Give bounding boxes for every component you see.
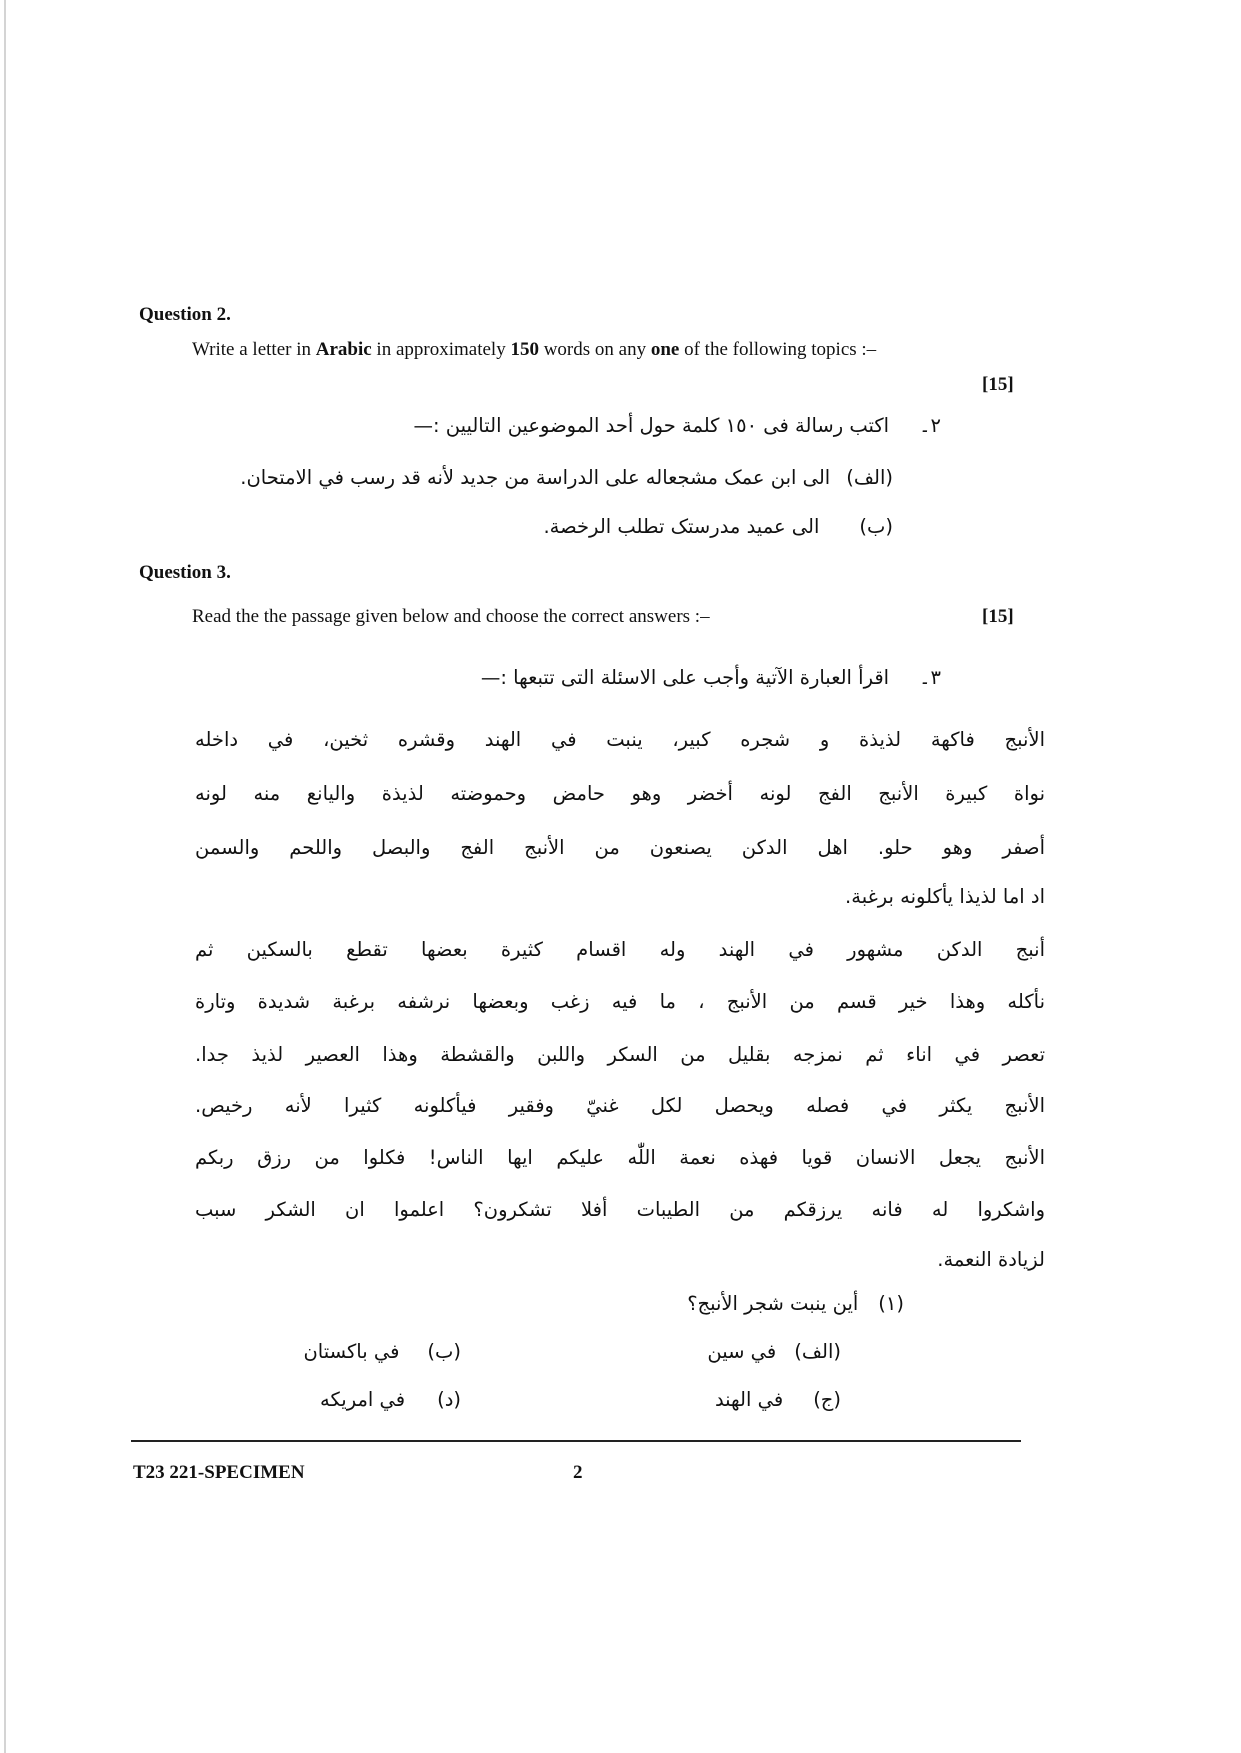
passage-line: الأنبج فاکهة لذيذة و شجره کبير، ينبت في الهند وقشره ثخين، في داخله bbox=[195, 728, 1045, 751]
page-number: 2 bbox=[573, 1462, 583, 1483]
passage-line: الأنبج يکثر في فصله ويحصل لکل غنيّ وفقير فيأکلونه کثيرا لأنه رخيص. bbox=[195, 1094, 1045, 1117]
passage-line: نأکله وهذا خير قسم من الأنبج ، ما فيه زغب وبعضها نرشفه برغبة شديدة وتارة bbox=[195, 990, 1045, 1013]
footer-rule bbox=[131, 1440, 1021, 1442]
question-2-option-b bbox=[543, 515, 893, 538]
option-label: (الف) bbox=[846, 466, 893, 489]
choice-text: في الهند bbox=[714, 1388, 784, 1411]
question-3-arabic-number: ٣۔ bbox=[919, 666, 941, 689]
passage-line: واشکروا له فانه يرزقکم من الطيبات أفلا تشکرون؟ اعلموا ان الشکر سبب bbox=[195, 1198, 1045, 1221]
choice-d bbox=[320, 1388, 461, 1411]
question-2-instruction: Write a letter in Arabic in approximately 150 words on any one of the following topics :– bbox=[192, 339, 877, 360]
question-3-heading: Question 3. bbox=[139, 562, 231, 583]
sub-question-number: (١) bbox=[878, 1292, 904, 1315]
choice-label: (الف) bbox=[794, 1340, 841, 1363]
footer-code: T23 221-SPECIMEN bbox=[133, 1462, 305, 1483]
question-2-arabic-instruction: ٢۔اکتب رسالة فی ١٥٠ کلمة حول أحد الموضوعين التاليين :— bbox=[413, 414, 941, 437]
passage-line: أصفر وهو حلو. اهل الدکن يصنعون من الأنبج الفج والبصل واللحم والسمن bbox=[195, 836, 1045, 859]
question-3-arabic-instruction: ٣۔اقرأ العبارة الآتية وأجب على الاسئلة التى تتبعها :— bbox=[480, 666, 941, 689]
passage-line: الأنبج يجعل الانسان قويا فهذه نعمة اللّٰه عليکم ايها الناس! فکلوا من رزق ربکم bbox=[195, 1146, 1045, 1169]
choice-a bbox=[707, 1340, 841, 1363]
question-3-instruction: Read the the passage given below and choose the correct answers :– bbox=[192, 606, 710, 627]
choice-text: في باکستان bbox=[303, 1340, 400, 1363]
passage-line: لزيادة النعمة. bbox=[937, 1248, 1045, 1271]
option-text: الى ابن عمک مشجعاله على الدراسة من جديد لأنه قد رسب في الامتحان. bbox=[240, 466, 831, 489]
option-text: الى عميد مدرستک تطلب الرخصة. bbox=[543, 515, 820, 538]
sub-question-text: أين ينبت شجر الأنبج؟ bbox=[687, 1292, 859, 1315]
question-2-marks: [15] bbox=[982, 374, 1014, 395]
question-2-arabic-number: ٢۔ bbox=[919, 414, 941, 437]
passage-line: نواة کبيرة الأنبج الفج لونه أخضر وهو حامض وحموضته لذيذة واليانع منه لونه bbox=[195, 782, 1045, 805]
choice-label: (ج) bbox=[813, 1388, 841, 1411]
scan-edge bbox=[4, 0, 6, 1753]
choice-label: (ب) bbox=[427, 1340, 461, 1363]
choice-label: (د) bbox=[437, 1388, 461, 1411]
option-label: (ب) bbox=[859, 515, 893, 538]
question-2-option-a bbox=[240, 466, 893, 489]
passage-line: أنبج الدکن مشهور في الهند وله اقسام کثيرة بعضها تقطع بالسکين ثم bbox=[195, 938, 1045, 961]
choice-text: في سين bbox=[707, 1340, 777, 1363]
choice-c bbox=[715, 1388, 841, 1411]
passage-line: تعصر في اناء ثم نمزجه بقليل من السکر واللبن والقشطة وهذا العصير لذيذ جدا. bbox=[195, 1043, 1045, 1066]
passage-line: اد اما لذيذا يأکلونه برغبة. bbox=[845, 885, 1045, 908]
question-2-heading: Question 2. bbox=[139, 304, 231, 325]
sub-question-1 bbox=[687, 1292, 904, 1315]
question-3-marks: [15] bbox=[982, 606, 1014, 627]
choice-b bbox=[303, 1340, 461, 1363]
choice-text: في امريکه bbox=[320, 1388, 406, 1411]
